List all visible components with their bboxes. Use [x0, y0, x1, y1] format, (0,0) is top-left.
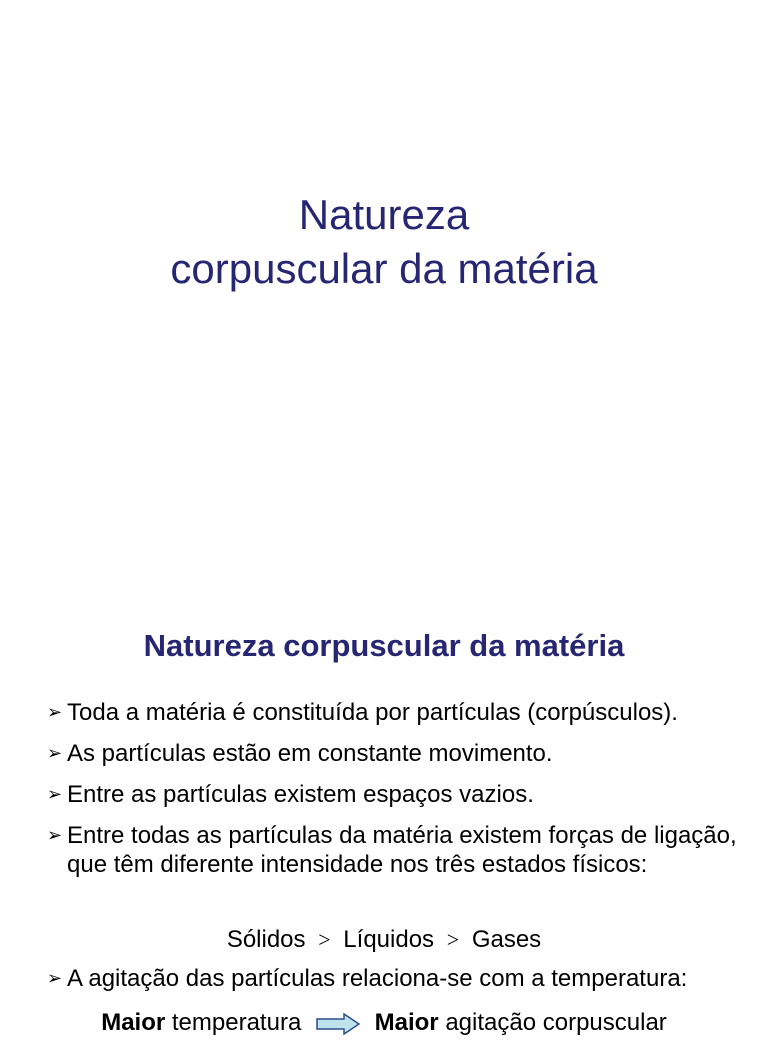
slide2-title: Natureza corpuscular da matéria [143, 628, 625, 663]
state-liquid: Líquidos [343, 926, 435, 953]
states-comparison [0, 925, 768, 954]
bullet-arrow-icon: ➢ [47, 968, 63, 989]
relation-right-text: agitação corpuscular [445, 1009, 667, 1036]
greater-than-sign: > [318, 927, 331, 952]
slide1-title [0, 188, 768, 296]
relation-left-bold: Maior [101, 1009, 166, 1036]
state-gas: Gases [471, 926, 542, 953]
slide1-title-line2: corpuscular da matéria [170, 245, 598, 292]
greater-than-sign: > [446, 927, 460, 952]
bullet-arrow-icon: ➢ [47, 702, 63, 723]
bullet-arrow-icon: ➢ [47, 825, 63, 846]
bullet-item [47, 964, 687, 993]
bullet-item [47, 780, 534, 809]
bullet-item [47, 739, 553, 768]
bullet-text: Toda a matéria é constituída por partículas (corpúsculos). [67, 699, 678, 726]
bullet-arrow-icon: ➢ [47, 784, 63, 805]
state-solid: Sólidos [226, 926, 306, 953]
temperature-relation [0, 1008, 768, 1037]
relation-left-text: temperatura [171, 1009, 302, 1036]
bullet-item [47, 698, 678, 727]
relation-right-bold: Maior [374, 1009, 439, 1036]
bullet-text: Entre as partículas existem espaços vazios. [67, 781, 534, 808]
bullet-item [47, 821, 747, 879]
bullet-arrow-icon: ➢ [47, 743, 63, 764]
bullet-text: As partículas estão em constante movimento. [67, 740, 553, 767]
bullet-text: Entre todas as partículas da matéria existem forças de ligação, que têm diferente intensidade nos três estados físicos: [67, 822, 737, 878]
bullet-text: A agitação das partículas relaciona-se com a temperatura: [67, 965, 688, 992]
slide1-title-line1: Natureza [298, 191, 470, 238]
